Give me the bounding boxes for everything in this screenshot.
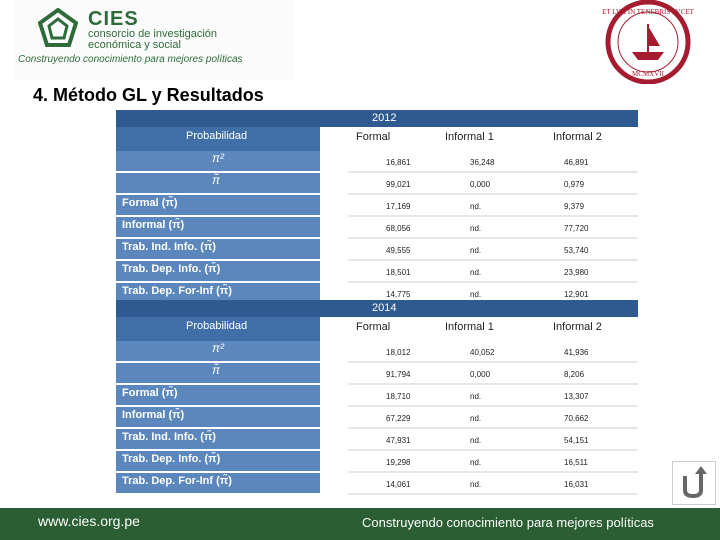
- cell-informal-2: 70,662: [564, 414, 589, 423]
- cell-formal: 99,021: [386, 180, 411, 189]
- cell-informal-2: 16,511: [564, 458, 588, 467]
- cell-informal-1: nd.: [470, 290, 482, 299]
- value-row: [348, 173, 638, 195]
- cies-logo: [14, 0, 294, 80]
- year-label: 2012: [372, 112, 397, 124]
- row-label: Trab. Ind. Info. (π̃): [122, 241, 216, 253]
- cell-informal-1: nd.: [470, 224, 482, 233]
- cell-formal: 91,794: [386, 370, 411, 379]
- value-row: [348, 195, 638, 217]
- row-label: Trab. Ind. Info. (π̃): [122, 431, 216, 443]
- cell-formal: 18,501: [386, 268, 411, 277]
- table-row: [116, 217, 320, 239]
- table-row: [116, 341, 320, 363]
- cell-formal: 17,169: [386, 202, 411, 211]
- cell-informal-1: 0,000: [470, 370, 491, 379]
- table-row: [116, 429, 320, 451]
- header-probabilidad: Probabilidad: [186, 130, 248, 142]
- row-label: Trab. Dep. Info. (π̃): [122, 263, 221, 275]
- cell-formal: 18,710: [386, 392, 411, 401]
- value-row: [348, 451, 638, 473]
- cell-informal-1: nd.: [470, 436, 482, 445]
- cell-formal: 68,056: [386, 224, 411, 233]
- table-row: [116, 363, 320, 385]
- column-header-formal: Formal: [356, 321, 391, 333]
- cell-informal-2: 54,151: [564, 436, 589, 445]
- value-row: [348, 341, 638, 363]
- cell-informal-1: nd.: [470, 480, 482, 489]
- table-row: [116, 451, 320, 473]
- footer-tagline: Construyendo conocimiento para mejores políticas: [362, 515, 654, 530]
- footer-url: www.cies.org.pe: [38, 513, 140, 529]
- cell-formal: 14,775: [386, 290, 411, 299]
- table-row: [116, 173, 320, 195]
- cell-informal-2: 77,720: [564, 224, 589, 233]
- header-left-cell: [116, 127, 320, 151]
- cell-informal-1: nd.: [470, 246, 482, 255]
- row-label: Trab. Dep. For-Inf (π̃): [122, 285, 232, 297]
- table-row: [116, 385, 320, 407]
- year-bar: [116, 300, 638, 317]
- row-label: Informal (π̃): [122, 409, 185, 421]
- row-symbol: π²: [212, 151, 225, 165]
- column-header-informal-2: Informal 2: [553, 131, 602, 143]
- cell-formal: 18,012: [386, 348, 411, 357]
- row-label: Formal (π̃): [122, 387, 178, 399]
- column-header-formal: Formal: [356, 131, 391, 143]
- org-line-1: consorcio de investigación: [88, 28, 218, 40]
- value-row: [348, 407, 638, 429]
- cell-informal-2: 9,379: [564, 202, 585, 211]
- slide-title: 4. Método GL y Resultados: [33, 85, 264, 105]
- cell-informal-1: nd.: [470, 414, 482, 423]
- row-label: Informal (π̃): [122, 219, 185, 231]
- row-symbol: π̃: [212, 173, 221, 187]
- cell-informal-1: nd.: [470, 202, 482, 211]
- org-line-2: económica y social: [88, 39, 181, 51]
- cell-formal: 67,229: [386, 414, 411, 423]
- logo-tagline: Construyendo conocimiento para mejores políticas: [18, 54, 243, 65]
- row-label: Trab. Dep. For-Inf (π̃): [122, 475, 232, 487]
- cell-informal-1: nd.: [470, 392, 482, 401]
- value-row: [348, 261, 638, 283]
- value-row: [348, 217, 638, 239]
- row-label: Formal (π̃): [122, 197, 178, 209]
- seal-icon: [602, 0, 694, 84]
- header: [0, 0, 720, 82]
- cell-informal-2: 0,979: [564, 180, 585, 189]
- cell-informal-1: nd.: [470, 268, 482, 277]
- row-symbol: π²: [212, 341, 225, 355]
- column-header-informal-1: Informal 1: [445, 131, 494, 143]
- column-header-informal-2: Informal 2: [553, 321, 602, 333]
- cell-formal: 16,861: [386, 158, 411, 167]
- year-bar: [116, 110, 638, 127]
- cell-informal-2: 46,891: [564, 158, 589, 167]
- results-table-2012: [116, 110, 638, 305]
- table-row: [116, 407, 320, 429]
- org-short-name: CIES: [88, 8, 139, 30]
- value-row: [348, 151, 638, 173]
- table-row: [116, 195, 320, 217]
- column-header-informal-1: Informal 1: [445, 321, 494, 333]
- results-table-2014: [116, 300, 638, 495]
- cell-informal-2: 41,936: [564, 348, 589, 357]
- table-row: [116, 261, 320, 283]
- cell-formal: 14,061: [386, 480, 411, 489]
- org-full-name: [88, 29, 288, 51]
- value-row: [348, 363, 638, 385]
- u-turn-arrow-icon: [673, 462, 715, 504]
- cell-informal-2: 13,307: [564, 392, 589, 401]
- cell-formal: 19,298: [386, 458, 411, 467]
- value-row: [348, 385, 638, 407]
- table-row: [116, 473, 320, 495]
- value-row: [348, 429, 638, 451]
- cell-informal-2: 8,206: [564, 370, 585, 379]
- header-left-cell: [116, 317, 320, 341]
- pentagon-logo-icon: [38, 8, 78, 48]
- table-row: [116, 151, 320, 173]
- value-row: [348, 473, 638, 495]
- university-seal: [602, 0, 694, 84]
- row-label: Trab. Dep. Info. (π̃): [122, 453, 221, 465]
- seal-year: MCMXVII: [632, 70, 664, 78]
- cell-formal: 49,555: [386, 246, 411, 255]
- cell-informal-2: 53,740: [564, 246, 589, 255]
- value-row: [348, 239, 638, 261]
- header-probabilidad: Probabilidad: [186, 320, 248, 332]
- return-button[interactable]: [672, 461, 716, 505]
- cell-formal: 47,931: [386, 436, 411, 445]
- cell-informal-2: 16,031: [564, 480, 589, 489]
- footer: [0, 508, 720, 540]
- seal-motto: ET LVX IN TENEBRIS LVCET: [602, 8, 694, 16]
- cell-informal-2: 12,901: [564, 290, 589, 299]
- year-label: 2014: [372, 302, 397, 314]
- row-symbol: π̃: [212, 363, 221, 377]
- cell-informal-1: 36,248: [470, 158, 495, 167]
- cell-informal-1: nd.: [470, 458, 482, 467]
- cell-informal-1: 40,052: [470, 348, 495, 357]
- cell-informal-2: 23,980: [564, 268, 589, 277]
- cell-informal-1: 0,000: [470, 180, 491, 189]
- table-row: [116, 239, 320, 261]
